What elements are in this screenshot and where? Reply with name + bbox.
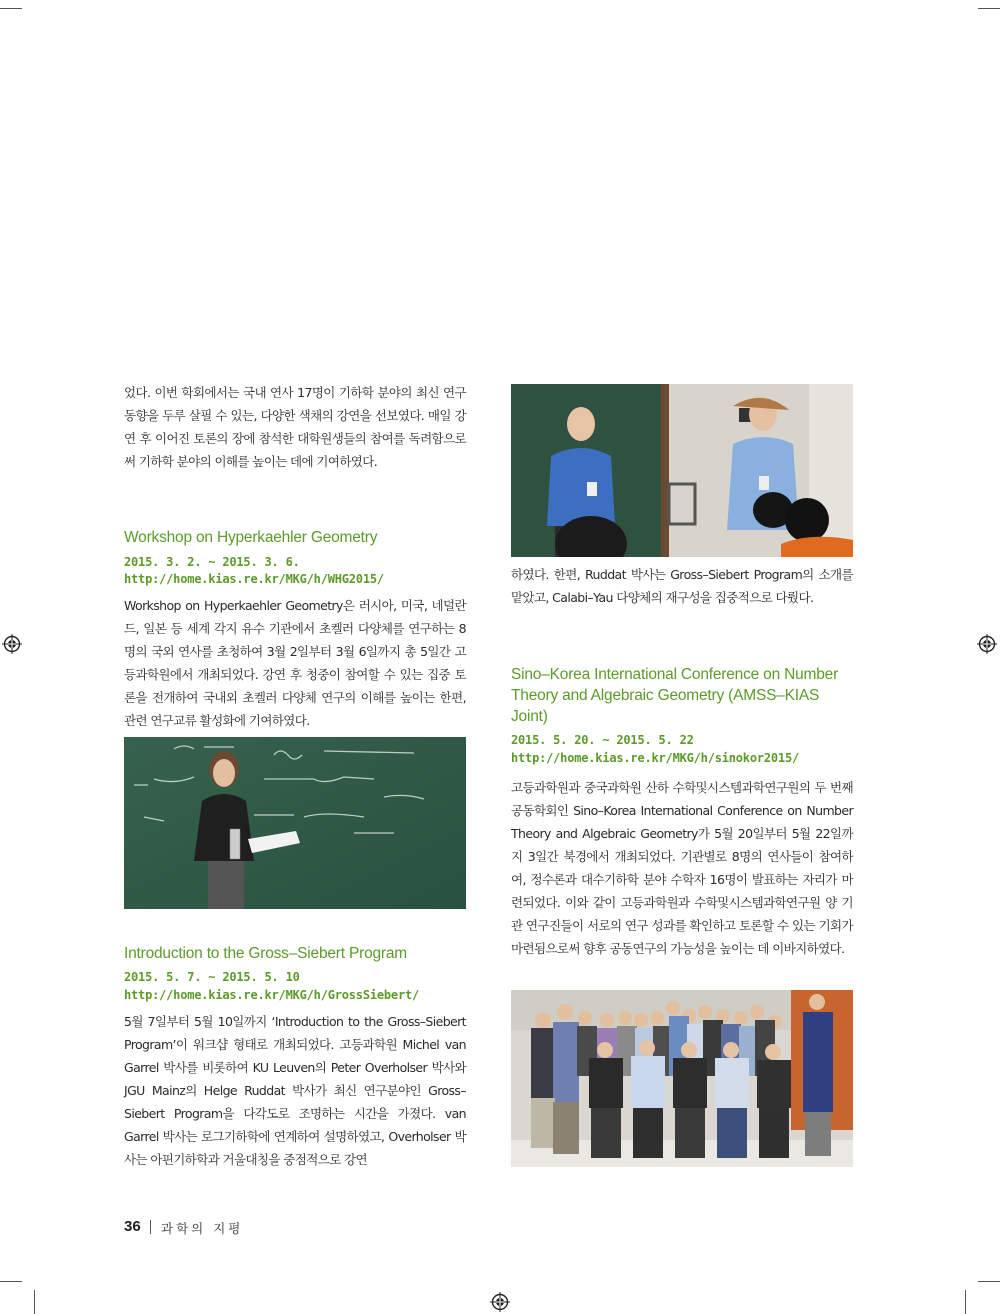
registration-mark-right-icon: [977, 634, 997, 654]
publication-title: 과학의 지평: [161, 1221, 244, 1236]
gross-siebert-continuation: 하였다. 한편, Ruddat 박사는 Gross–Siebert Program의 소개를 맡았고, Calabi–Yau 다양체의 재구성을 집중적으로 다뤘다.: [511, 567, 853, 605]
gross-siebert-dates: 2015. 5. 7. ~ 2015. 5. 10: [124, 970, 300, 984]
workshop-dates: 2015. 3. 2. ~ 2015. 3. 6.: [124, 555, 300, 569]
gross-siebert-url[interactable]: http://home.kias.re.kr/MKG/h/GrossSiebert/: [124, 988, 420, 1002]
workshop-speaker-photo: [124, 737, 466, 909]
crop-mark-top-left: [0, 8, 22, 9]
crop-mark-bottom-right-v: [965, 1290, 966, 1314]
gross-siebert-speakers-photo: [511, 384, 853, 557]
page-number: 36: [124, 1218, 141, 1235]
gross-siebert-body: 5월 7일부터 5월 10일까지 ‘Introduction to the Gross–Siebert Program’이 워크샵 형태로 개최되었다. 고등과학원 Michel van Garrel 박사를 비롯하여 KU Leuven의 Peter Overholser 박사와 JGU Mainz의 Helge Ruddat 박사가 최신 연구분야인 Gross–Siebert Program을 다각도로 조명하는 시간을 가졌다. van Garrel 박사는 로그기하학에 연계하여 설명하였고, Overholser 박사는 아핀기하학과 거울대칭을 중점적으로 강연: [124, 1014, 466, 1167]
workshop-body: Workshop on Hyperkaehler Geometry은 러시아, 미국, 네덜란드, 일본 등 세계 각지 유수 기관에서 초켈러 다양체를 연구하는 8명의 국외 연사를 초청하여 3월 2일부터 3월 6일까지 총 5일간 고등과학원에서 개최되었다. 강연 후 청중이 참여할 수 있는 집중 토론을 전개하여 국내외 초켈러 다양체 연구의 이해를 높이는 한편, 관련 연구교류 활성화에 기여하였다.: [124, 598, 466, 728]
intro-paragraph: 었다. 이번 학회에서는 국내 연사 17명이 기하학 분야의 최신 연구 동향을 두루 살필 수 있는, 다양한 색채의 강연을 선보였다. 매일 강연 후 이어진 토론의 장에 참석한 대학원생들의 참여를 독려함으로써 기하학 분야의 이해를 높이는 데에 기여하였다.: [124, 385, 466, 469]
crop-mark-top-right: [978, 8, 1000, 9]
sino-korea-title: Sino–Korea International Conference on Number Theory and Algebraic Geometry (AMSS–KIAS Joint): [511, 666, 839, 725]
sino-korea-dates: 2015. 5. 20. ~ 2015. 5. 22: [511, 733, 694, 747]
workshop-url[interactable]: http://home.kias.re.kr/MKG/h/WHG2015/: [124, 572, 384, 586]
sino-korea-group-photo: [511, 990, 853, 1167]
gross-siebert-title: Introduction to the Gross–Siebert Program: [124, 945, 408, 962]
footer-divider: [150, 1220, 151, 1234]
crop-mark-bottom-left-h: [0, 1281, 22, 1282]
sino-korea-body: 고등과학원과 중국과학원 산하 수학및시스템과학연구원의 두 번째 공동학회인 Sino–Korea International Conference on Number Theory and Algebraic Geometry가 5월 20일부터 5월 22일까지 3일간 북경에서 개최되었다. 기관별로 8명의 연사들이 참여하여, 정수론과 대수기하학 분야 수학자 16명이 발표하는 자리가 마련되었다. 이와 같이 고등과학원과 수학및시스템과학연구원 양 기관 연구진들이 서로의 연구 성과를 확인하고 토론할 수 있는 기회가 마련됨으로써 향후 공동연구의 가능성을 높이는 데 이바지하였다.: [511, 780, 853, 956]
registration-mark-left-icon: [2, 634, 22, 654]
registration-mark-bottom-icon: [490, 1292, 510, 1312]
crop-mark-bottom-right-h: [978, 1281, 1000, 1282]
crop-mark-bottom-left-v: [34, 1290, 35, 1314]
workshop-title: Workshop on Hyperkaehler Geometry: [124, 529, 378, 546]
sino-korea-url[interactable]: http://home.kias.re.kr/MKG/h/sinokor2015/: [511, 751, 800, 765]
